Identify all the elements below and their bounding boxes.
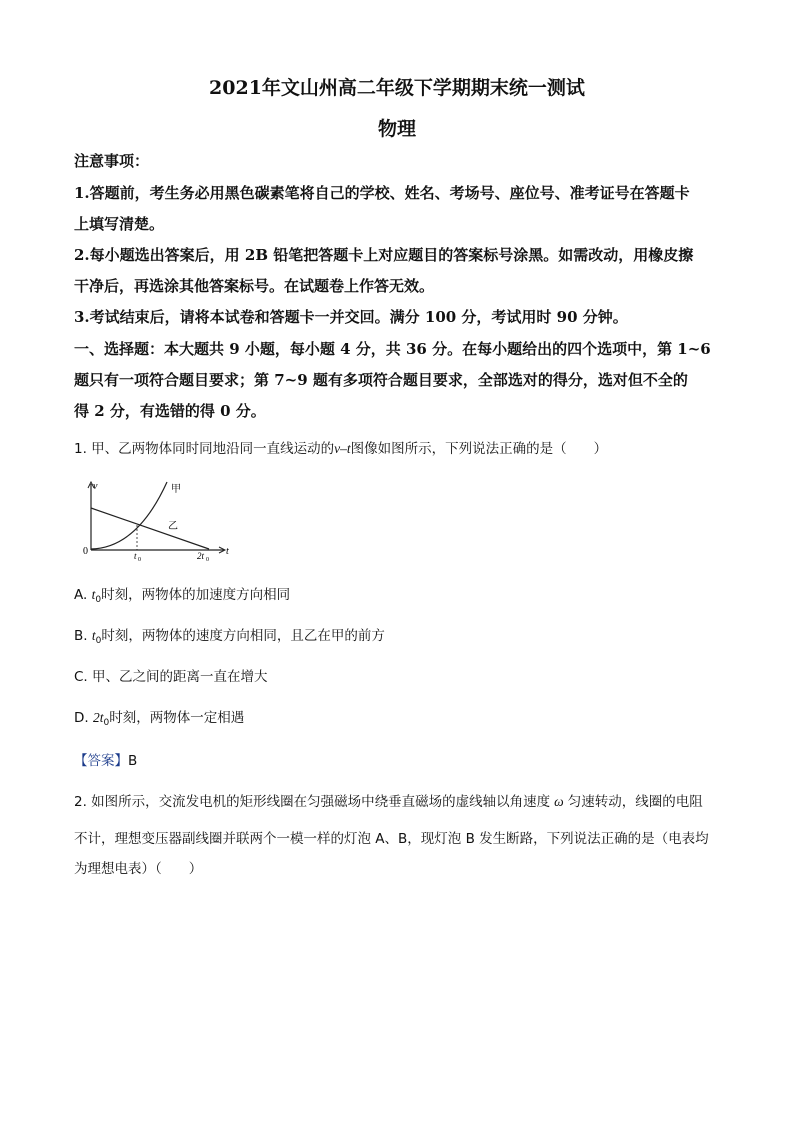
notice-line: 干净后，再选涂其他答案标号。在试题卷上作答无效。: [74, 277, 435, 295]
origin-label: 0: [83, 546, 88, 557]
question-2-line: 不计，理想变压器副线圈并联两个一模一样的灯泡 A、B，现灯泡 B 发生断路，下列说法正确的是（电表均: [74, 831, 709, 847]
line-yi: [91, 508, 209, 549]
question-stem-text: 图像如图所示，下列说法正确的是（ ）: [350, 441, 608, 457]
curve-jia-label: 甲: [171, 484, 181, 495]
tick-2t0-label: 2t: [197, 551, 205, 561]
option-subscript: 0: [95, 636, 102, 646]
question-2-line: 为理想电表）（ ）: [74, 861, 203, 877]
option-letter: C.: [74, 669, 88, 685]
answer-value: B: [128, 753, 138, 769]
option-text: 时刻，两物体的速度方向相同，且乙在甲的前方: [101, 628, 385, 644]
tick-t0-label: t: [134, 551, 137, 561]
notice-heading: 注意事项：: [74, 152, 150, 170]
exam-title: 2021年文山州高二年级下学期期末统一测试: [209, 77, 585, 99]
option-variable: t: [91, 628, 96, 643]
question-stem-text: 2. 如图所示，交流发电机的矩形线圈在匀强磁场中绕垂直磁场的虚线轴以角速度: [74, 794, 551, 810]
question-2-line: [74, 790, 703, 810]
y-axis-label: v: [93, 481, 98, 492]
omega-symbol: ω: [554, 794, 564, 809]
tick-2t0-sub: 0: [206, 557, 209, 563]
option-text: 时刻，两物体一定相遇: [109, 710, 245, 726]
option-subscript: 0: [103, 718, 110, 728]
notice-line: 1.答题前，考生务必用黑色碳素笔将自己的学校、姓名、考场号、座位号、准考证号在答题卡: [74, 184, 690, 202]
option-c: [74, 665, 268, 685]
curve-jia: [91, 482, 167, 549]
question-1-stem: [74, 437, 607, 457]
question-stem-text: 匀速转动，线圈的电阻: [567, 794, 703, 810]
vt-variable: v–t: [334, 441, 351, 456]
subject-title: 物理: [377, 118, 416, 140]
section-instruction-line: 题只有一项符合题目要求；第 7~9 题有多项符合题目要求，全部选对的得分，选对但不全的: [74, 371, 688, 389]
vt-graph-figure: [82, 478, 232, 563]
option-text: 时刻，两物体的加速度方向相同: [101, 587, 291, 603]
notice-line: 2.每小题选出答案后，用 2B 铅笔把答题卡上对应题目的答案标号涂黑。如需改动，用橡皮擦: [74, 246, 694, 264]
section-instruction-line: 一、选择题：本大题共 9 小题，每小题 4 分，共 36 分。在每小题给出的四个选项中，第 1~6: [74, 340, 711, 358]
question-stem-text: 1. 甲、乙两物体同时同地沿同一直线运动的: [74, 441, 335, 457]
section-instruction-line: 得 2 分，有选错的得 0 分。: [74, 402, 266, 420]
option-text: 甲、乙之间的距离一直在增大: [92, 669, 268, 685]
option-subscript: 0: [95, 595, 102, 605]
option-variable: t: [91, 587, 96, 602]
option-d: [74, 706, 244, 728]
option-letter: D.: [74, 710, 89, 726]
option-letter: B.: [74, 628, 88, 644]
line-yi-label: 乙: [168, 521, 178, 532]
answer-line: [74, 749, 137, 769]
x-axis-label: t: [226, 546, 229, 557]
notice-line: 3.考试结束后，请将本试卷和答题卡一并交回。满分 100 分，考试用时 90 分钟。: [74, 308, 628, 326]
notice-line: 上填写清楚。: [74, 215, 165, 233]
option-variable: 2t: [92, 710, 104, 725]
option-b: [74, 624, 385, 646]
option-letter: A.: [74, 587, 88, 603]
answer-tag: 【答案】: [74, 753, 128, 769]
tick-t0-sub: 0: [138, 557, 141, 563]
option-a: [74, 583, 290, 605]
